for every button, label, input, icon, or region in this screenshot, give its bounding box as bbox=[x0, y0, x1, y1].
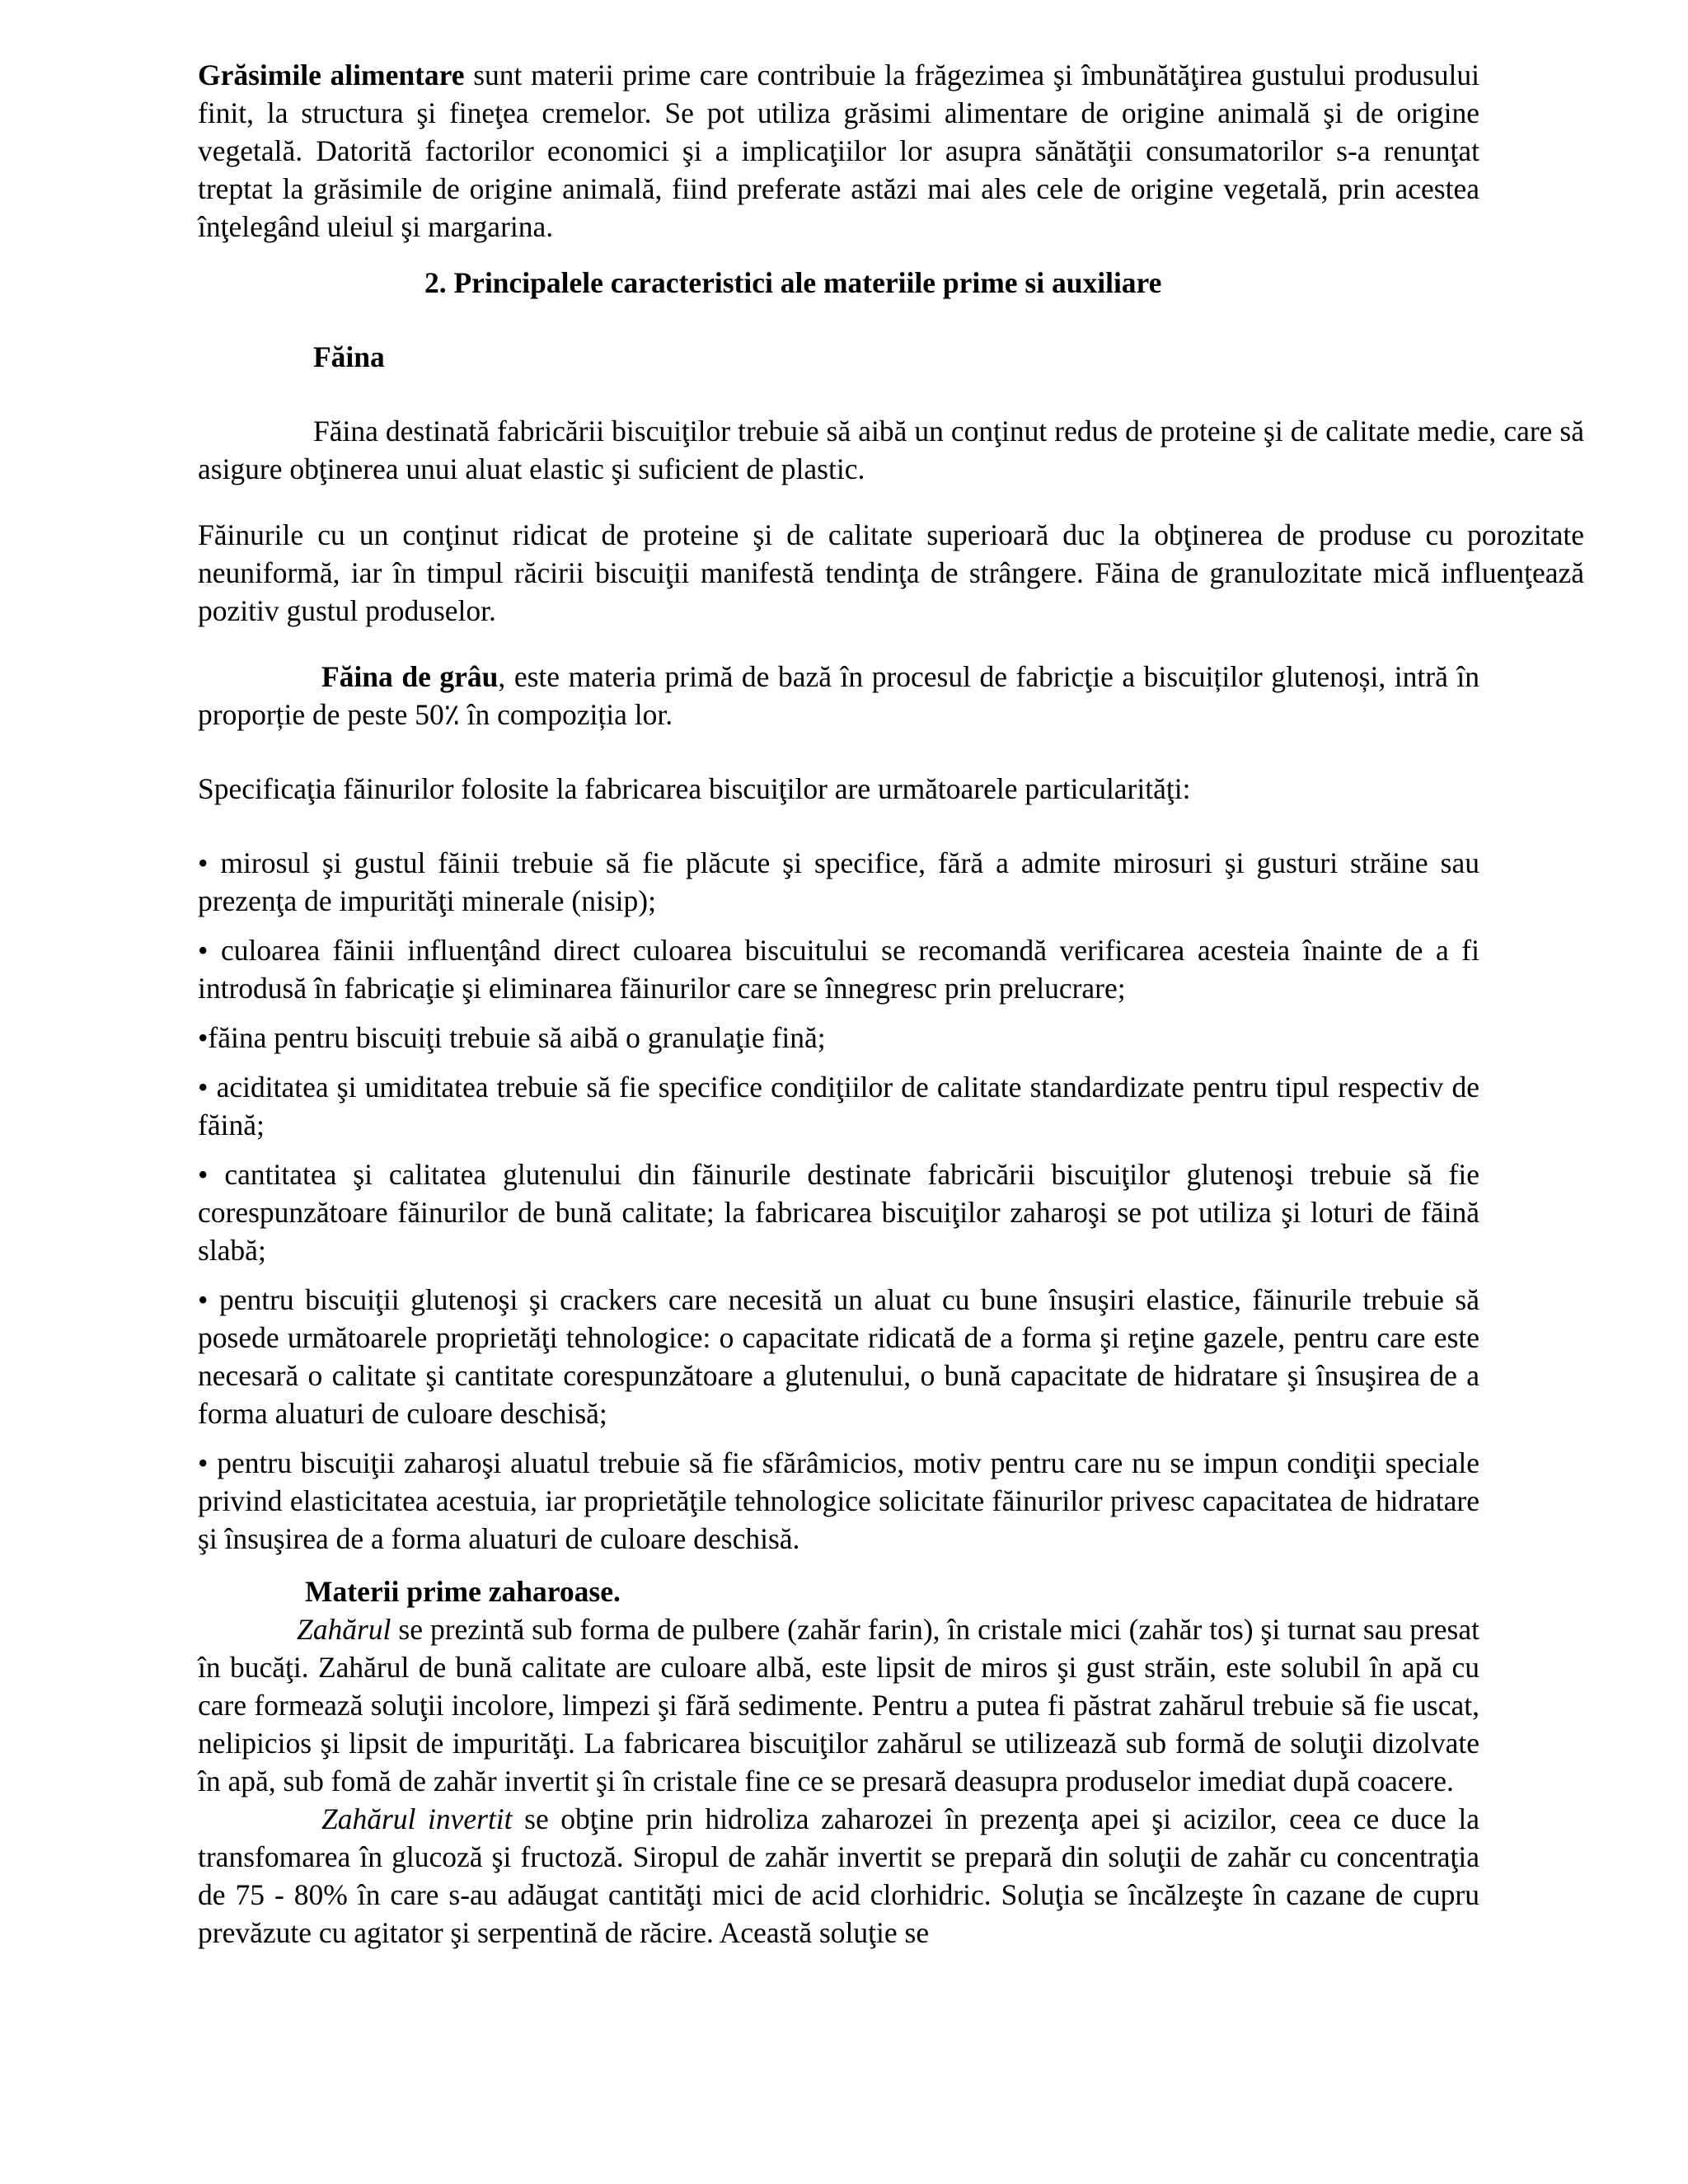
paragraph-zaharul-invertit-text: se obţine prin hidroliza zaharozei în prezenţa apei şi acizilor, ceea ce duce la transfomarea în glucoză şi fructoză. Siropul de zahăr invertit se prepară din soluţii de zahăr cu concentraţia de 75 - 80% în care s-au adăugat cantităţi mici de acid clorhidric. Soluţia se încălzeşte în cazane de cupru prevăzute cu agitator şi serpentină de răcire. Această soluţie se bbox=[198, 1802, 1480, 1949]
list-item: •făina pentru biscuiţi trebuie să aibă o granulaţie fină; bbox=[198, 1021, 826, 1054]
paragraph-zaharul bbox=[198, 1610, 1479, 1800]
paragraph-specificatia: Specificaţia făinurilor folosite la fabricarea biscuiţilor are următoarele particularităţi: bbox=[198, 772, 1191, 805]
paragraph-faina-destinata: Făina destinată fabricării biscuiţilor trebuie să aibă un conţinut redus de proteine şi de calitate medie, care să asigure obţinerea unui aluat elastic şi suficient de plastic. bbox=[198, 415, 1584, 485]
paragraph-faina-de-grau-text: , este materia primă de bază în procesul de fabricţie a biscuiților glutenoși, intră în proporție de peste 50٪ în compoziția lor. bbox=[198, 660, 1479, 731]
list-item: • cantitatea şi calitatea glutenului din făinurile destinate fabricării biscuiţilor glutenoşi trebuie să fie corespunzătoare făinurilor de bună calitate; la fabricarea biscuiţilor zaharoşi se pot utiliza şi loturi de făină slabă; bbox=[198, 1158, 1479, 1267]
term-grasimi-alimentare: Grăsimile alimentare bbox=[198, 59, 465, 91]
paragraph-grasimi-text: sunt materii prime care contribuie la frăgezimea şi îmbunătăţirea gustului produsului finit, la structura şi fineţea cremelor. Se pot utiliza grăsimi alimentare de origine animală şi de origine vegetală. Datorită factorilor economici şi a implicaţiilor lor asupra sănătăţii consumatorilor s-a renunţat treptat la grăsimile de origine animală, fiind preferate astăzi mai ales cele de origine vegetală, prin acestea înţelegând uleiul şi margarina. bbox=[198, 59, 1479, 243]
term-zaharul: Zahărul bbox=[297, 1613, 392, 1646]
document-page bbox=[198, 56, 1584, 1952]
paragraph-zaharul-text: se prezintă sub forma de pulbere (zahăr farin), în cristale mici (zahăr tos) şi turnat sau presat în bucăţi. Zahărul de bună calitate are culoare albă, este lipsit de miros şi gust străin, este solubil în apă cu care formează soluţii incolore, limpezi şi fără sedimente. Pentru a putea fi păstrat zahărul trebuie să fie uscat, nelipicios şi lipsit de impurităţi. La fabricarea biscuiţilor zahărul se utilizează sub formă de soluţii dizolvate în apă, sub fomă de zahăr invertit şi în cristale fine ce se presară deasupra produselor imediat după coacere. bbox=[198, 1613, 1479, 1797]
subheading-faina: Făina bbox=[313, 340, 385, 373]
section-heading: 2. Principalele caracteristici ale materiile prime si auxiliare bbox=[424, 266, 1162, 299]
term-zaharul-invertit: Zahărul invertit bbox=[321, 1802, 513, 1835]
list-item: • culoarea făinii influenţând direct culoarea biscuitului se recomandă verificarea acesteia înainte de a fi introdusă în fabricaţie şi eliminarea făinurilor care se înnegresc prin prelucrare; bbox=[198, 934, 1479, 1005]
list-item: • aciditatea şi umiditatea trebuie să fie specifice condiţiilor de calitate standardizate pentru tipul respectiv de făină; bbox=[198, 1071, 1479, 1141]
paragraph-grasimi bbox=[198, 56, 1479, 246]
bullet-list bbox=[198, 844, 1479, 1558]
list-item: • pentru biscuiţii glutenoşi şi crackers care necesită un aluat cu bune însuşiri elastice, făinurile trebuie să posede următoarele proprietăţi tehnologice: o capacitate ridicată de a forma şi reţine gazele, pentru care este necesară o calitate şi cantitate corespunzătoare a glutenului, o bună capacitate de hidratare şi însuşirea de a forma aluaturi de culoare deschisă; bbox=[198, 1283, 1479, 1430]
term-faina-de-grau: Făina de grâu bbox=[321, 660, 499, 693]
paragraph-zaharul-invertit bbox=[198, 1800, 1479, 1952]
list-item: • pentru biscuiţii zaharoşi aluatul trebuie să fie sfărâmicios, motiv pentru care nu se impun condiţii speciale privind elasticitatea acestuia, iar proprietăţile tehnologice solicitate făinurilor privesc capacitatea de hidratare şi însuşirea de a forma aluaturi de culoare deschisă. bbox=[198, 1446, 1479, 1555]
paragraph-faina-de-grau bbox=[198, 658, 1479, 733]
list-item: • mirosul şi gustul făinii trebuie să fie plăcute şi specifice, fără a admite mirosuri şi gusturi străine sau prezenţa de impurităţi minerale (nisip); bbox=[198, 846, 1479, 917]
paragraph-fainurile: Făinurile cu un conţinut ridicat de proteine şi de calitate superioară duc la obţinerea de produse cu porozitate neuniformă, iar în timpul răcirii biscuiţii manifestă tendinţa de strângere. Făina de granulozitate mică influenţează pozitiv gustul produselor. bbox=[198, 518, 1584, 627]
subheading-materii-zaharoase: Materii prime zaharoase. bbox=[305, 1575, 621, 1608]
